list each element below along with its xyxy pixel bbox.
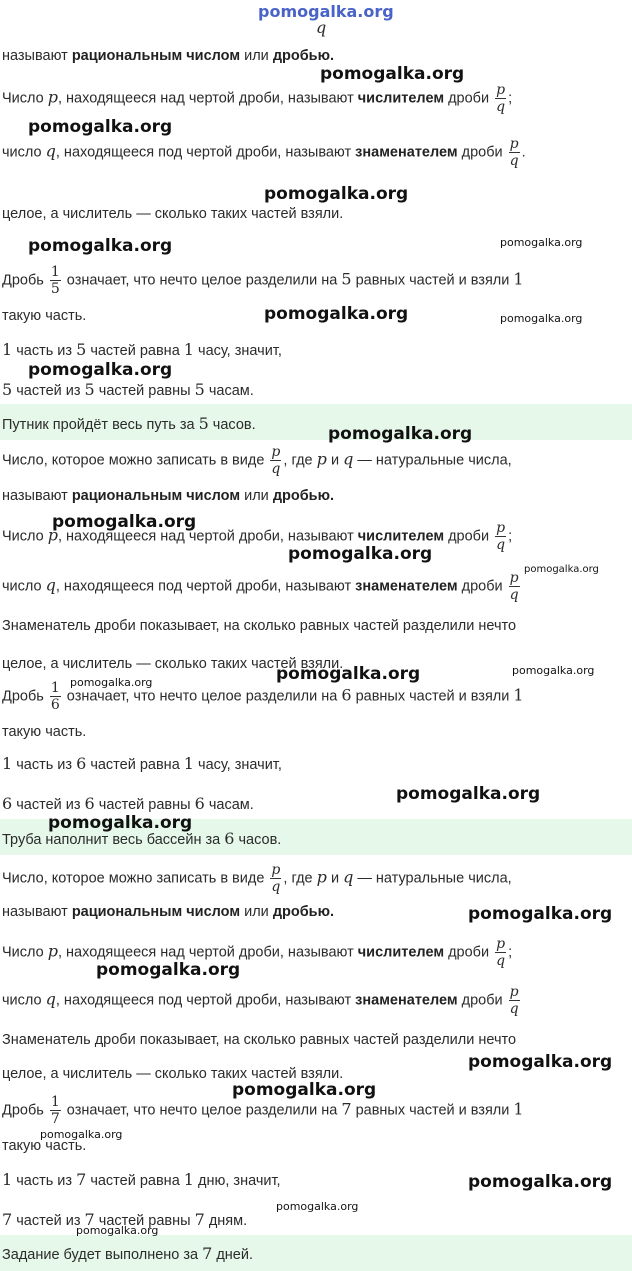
reasoning-line-2: 5 частей из 5 частей равны 5 часам.	[2, 380, 254, 399]
rational-number-definition-end: называют рациональным числом или дробью.	[2, 488, 335, 504]
watermark: pomogalka.org	[524, 564, 599, 575]
denominator-meaning: Знаменатель дроби показывает, на сколько равных частей разделили нечто	[2, 618, 517, 634]
fraction-1-over-n: $\frac{1}{7}$	[50, 1094, 60, 1127]
watermark: pomogalka.org	[264, 304, 409, 324]
denominator-definition: число q, находящееся под чертой дроби, называют знаменателем дроби $\frac{p}{q}$	[2, 570, 519, 603]
watermark: pomogalka.org	[512, 664, 595, 677]
watermark: pomogalka.org	[276, 664, 421, 684]
fraction-p-over-q: $\frac{p}{q}$	[496, 520, 506, 553]
fraction-1-over-n: $\frac{1}{5}$	[50, 264, 60, 297]
fraction-meaning: Дробь $\frac{1}{7}$ означает, что нечто целое разделили на 7 равных частей и взяли 1	[2, 1094, 524, 1127]
top-fraction-fragment: q	[316, 18, 327, 37]
fraction-p-over-q: $\frac{p}{q}$	[496, 82, 506, 115]
rational-number-definition: Число, которое можно записать в виде $\frac{p}{q}$ , где p и q — натуральные числа,	[2, 862, 512, 895]
answer-line: Путник пройдёт весь путь за 5 часов.	[2, 414, 256, 433]
watermark: pomogalka.org	[396, 784, 541, 804]
watermark: pomogalka.org	[320, 64, 465, 84]
whole-line: целое, а числитель — сколько таких частей взяли.	[2, 656, 344, 672]
watermark: pomogalka.org	[28, 360, 173, 380]
watermark: pomogalka.org	[328, 424, 473, 444]
numerator-definition: Число p, находящееся над чертой дроби, называют числителем дроби $\frac{p}{q}$ ;	[2, 936, 513, 969]
numerator-definition: Число p, находящееся над чертой дроби, называют числителем дроби $\frac{p}{q}$ ;	[2, 520, 513, 553]
answer-line: Труба наполнит весь бассейн за 6 часов.	[2, 829, 282, 848]
watermark: pomogalka.org	[258, 2, 394, 21]
watermark: pomogalka.org	[288, 544, 433, 564]
fraction-p-over-q: $\frac{p}{q}$	[271, 862, 281, 895]
fraction-1-over-n: $\frac{1}{6}$	[50, 680, 60, 713]
answer-line: Задание будет выполнено за 7 дней.	[2, 1244, 254, 1263]
such-part: такую часть.	[2, 1138, 87, 1154]
watermark: pomogalka.org	[264, 184, 409, 204]
reasoning-line-2: 6 частей из 6 частей равны 6 часам.	[2, 794, 254, 813]
rational-number-definition: Число, которое можно записать в виде $\frac{p}{q}$ , где p и q — натуральные числа,	[2, 444, 512, 477]
watermark: pomogalka.org	[468, 904, 613, 924]
fraction-p-over-q: $\frac{p}{q}$	[271, 444, 281, 477]
watermark: pomogalka.org	[48, 813, 193, 833]
reasoning-line-2: 7 частей из 7 частей равны 7 дням.	[2, 1210, 248, 1229]
denominator-definition: число q, находящееся под чертой дроби, называют знаменателем дроби $\frac{p}{q}$	[2, 984, 519, 1017]
watermark: pomogalka.org	[40, 1128, 123, 1141]
watermark: pomogalka.org	[52, 512, 197, 532]
watermark: pomogalka.org	[468, 1172, 613, 1192]
fraction-p-over-q: $\frac{p}{q}$	[509, 570, 519, 603]
reasoning-line-1: 1 часть из 6 частей равна 1 часу, значит,	[2, 754, 282, 773]
fraction-p-over-q: $\frac{p}{q}$	[509, 136, 519, 169]
watermark: pomogalka.org	[468, 1052, 613, 1072]
watermark: pomogalka.org	[96, 960, 241, 980]
watermark: pomogalka.org	[28, 117, 173, 137]
reasoning-line-1: 1 часть из 5 частей равна 1 часу, значит,	[2, 340, 282, 359]
numerator-definition: Число p, находящееся над чертой дроби, называют числителем дроби $\frac{p}{q}$ ;	[2, 82, 513, 115]
rational-number-definition-end: называют рациональным числом или дробью.	[2, 904, 335, 920]
fraction-meaning: Дробь $\frac{1}{6}$ означает, что нечто целое разделили на 6 равных частей и взяли 1	[2, 680, 524, 713]
rational-number-definition-end: называют рациональным числом или дробью.	[2, 48, 335, 64]
fraction-p-over-q: $\frac{p}{q}$	[509, 984, 519, 1017]
fraction-p-over-q: $\frac{p}{q}$	[496, 936, 506, 969]
such-part: такую часть.	[2, 724, 87, 740]
denominator-definition: число q, находящееся под чертой дроби, называют знаменателем дроби $\frac{p}{q}$ .	[2, 136, 526, 169]
watermark: pomogalka.org	[500, 312, 583, 325]
denominator-meaning: Знаменатель дроби показывает, на сколько равных частей разделили нечто	[2, 1032, 517, 1048]
whole-line: целое, а числитель — сколько таких частей взяли.	[2, 206, 344, 222]
watermark: pomogalka.org	[70, 676, 153, 689]
watermark: pomogalka.org	[28, 236, 173, 256]
watermark: pomogalka.org	[232, 1080, 377, 1100]
watermark: pomogalka.org	[76, 1224, 159, 1237]
watermark: pomogalka.org	[276, 1200, 359, 1213]
watermark: pomogalka.org	[500, 236, 583, 249]
reasoning-line-1: 1 часть из 7 частей равна 1 дню, значит,	[2, 1170, 281, 1189]
fraction-meaning: Дробь $\frac{1}{5}$ означает, что нечто целое разделили на 5 равных частей и взяли 1	[2, 264, 524, 297]
such-part: такую часть.	[2, 308, 87, 324]
whole-line: целое, а числитель — сколько таких частей взяли.	[2, 1066, 344, 1082]
